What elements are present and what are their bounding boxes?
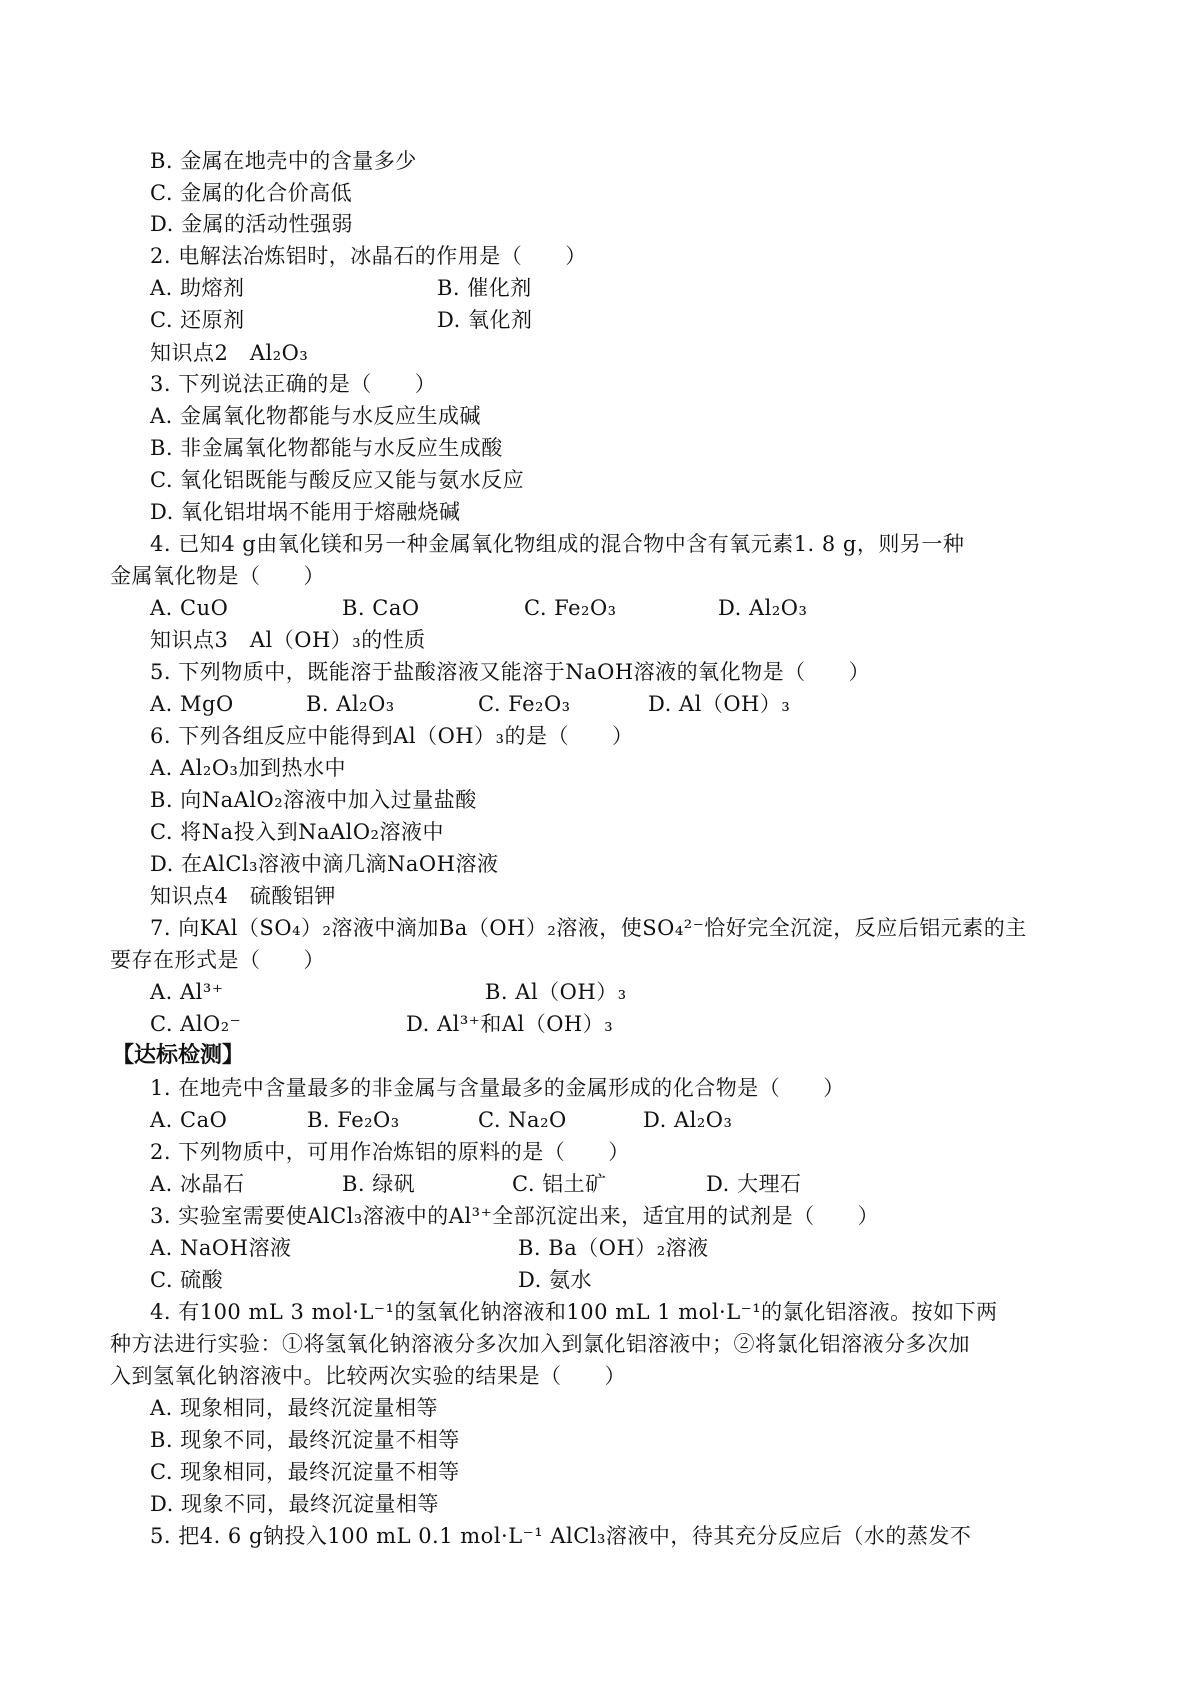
q4-option-b: B. CaO xyxy=(342,596,420,620)
test-question-4-line-2: 种方法进行实验：①将氢氧化钠溶液分多次加入到氯化铝溶液中；②将氯化铝溶液分多次加 xyxy=(110,1332,970,1356)
question-7-continued: 要存在形式是（ ） xyxy=(110,948,325,972)
section-heading: 【达标检测】 xyxy=(112,1043,245,1068)
test-question-3: 3. 实验室需要使AlCl₃溶液中的Al³⁺全部沉淀出来，适宜用的试剂是（ ） xyxy=(150,1204,880,1228)
t4-option-c: C. 现象相同，最终沉淀量不相等 xyxy=(150,1460,460,1484)
question-4: 4. 已知4 g由氧化镁和另一种金属氧化物组成的混合物中含有氧元素1. 8 g，则另一种 xyxy=(150,532,965,556)
q2-option-a: A. 助熔剂 xyxy=(150,276,245,300)
q2-option-c: C. 还原剂 xyxy=(150,308,245,332)
t3-option-a: A. NaOH溶液 xyxy=(150,1236,292,1260)
knowledge-point-3: 知识点3 Al（OH）₃的性质 xyxy=(150,628,426,652)
t1-option-b: B. Fe₂O₃ xyxy=(307,1108,400,1132)
q2-option-d: D. 氧化剂 xyxy=(437,308,533,332)
q6-option-b: B. 向NaAlO₂溶液中加入过量盐酸 xyxy=(150,788,477,812)
t2-option-a: A. 冰晶石 xyxy=(150,1172,245,1196)
q5-option-a: A. MgO xyxy=(150,692,234,716)
q7-option-d: D. Al³⁺和Al（OH）₃ xyxy=(406,1012,614,1036)
q7-option-b: B. Al（OH）₃ xyxy=(485,980,627,1004)
test-question-1: 1. 在地壳中含量最多的非金属与含量最多的金属形成的化合物是（ ） xyxy=(150,1076,845,1100)
q2-option-b: B. 催化剂 xyxy=(437,276,532,300)
test-question-2: 2. 下列物质中，可用作冶炼铝的原料的是（ ） xyxy=(150,1140,630,1164)
test-question-4: 4. 有100 mL 3 mol·L⁻¹的氢氧化钠溶液和100 mL 1 mol·L⁻¹的氯化铝溶液。按如下两 xyxy=(150,1300,998,1324)
q3-option-c: C. 氧化铝既能与酸反应又能与氨水反应 xyxy=(150,468,525,492)
t1-option-d: D. Al₂O₃ xyxy=(643,1108,733,1132)
q4-option-c: C. Fe₂O₃ xyxy=(524,596,617,620)
q6-option-c: C. 将Na投入到NaAlO₂溶液中 xyxy=(150,820,444,844)
test-question-5: 5. 把4. 6 g钠投入100 mL 0.1 mol·L⁻¹ AlCl₃溶液中，待其充分反应后（水的蒸发不 xyxy=(150,1524,972,1548)
q3-option-b: B. 非金属氧化物都能与水反应生成酸 xyxy=(150,436,503,460)
question-6: 6. 下列各组反应中能得到Al（OH）₃的是（ ） xyxy=(150,724,634,748)
question-2: 2. 电解法冶炼铝时，冰晶石的作用是（ ） xyxy=(150,244,587,268)
knowledge-point-4: 知识点4 硫酸铝钾 xyxy=(150,884,336,908)
t4-option-d: D. 现象不同，最终沉淀量相等 xyxy=(150,1492,439,1516)
t1-option-a: A. CaO xyxy=(150,1108,228,1132)
q1-option-d: D. 金属的活动性强弱 xyxy=(150,212,353,236)
question-5: 5. 下列物质中，既能溶于盐酸溶液又能溶于NaOH溶液的氧化物是（ ） xyxy=(150,660,871,684)
t3-option-b: B. Ba（OH）₂溶液 xyxy=(518,1236,709,1260)
q5-option-d: D. Al（OH）₃ xyxy=(648,692,791,716)
t2-option-d: D. 大理石 xyxy=(706,1172,802,1196)
t3-option-d: D. 氨水 xyxy=(518,1268,592,1292)
question-4-continued: 金属氧化物是（ ） xyxy=(110,564,325,588)
q4-option-a: A. CuO xyxy=(150,596,229,620)
question-7: 7. 向KAl（SO₄）₂溶液中滴加Ba（OH）₂溶液，使SO₄²⁻恰好完全沉淀，反应后铝元素的主 xyxy=(150,916,1027,940)
t4-option-a: A. 现象相同，最终沉淀量相等 xyxy=(150,1396,439,1420)
t4-option-b: B. 现象不同，最终沉淀量不相等 xyxy=(150,1428,460,1452)
q4-option-d: D. Al₂O₃ xyxy=(718,596,808,620)
q1-option-b: B. 金属在地壳中的含量多少 xyxy=(150,149,417,173)
q5-option-c: C. Fe₂O₃ xyxy=(478,692,571,716)
q3-option-a: A. 金属氧化物都能与水反应生成碱 xyxy=(150,404,482,428)
knowledge-point-2: 知识点2 Al₂O₃ xyxy=(150,341,309,365)
t1-option-c: C. Na₂O xyxy=(478,1108,567,1132)
q1-option-c: C. 金属的化合价高低 xyxy=(150,181,353,205)
q7-option-a: A. Al³⁺ xyxy=(150,980,224,1004)
q3-option-d: D. 氧化铝坩埚不能用于熔融烧碱 xyxy=(150,500,461,524)
q5-option-b: B. Al₂O₃ xyxy=(306,692,395,716)
q6-option-a: A. Al₂O₃加到热水中 xyxy=(150,756,346,780)
t2-option-b: B. 绿矾 xyxy=(342,1172,416,1196)
q7-option-c: C. AlO₂⁻ xyxy=(150,1012,242,1036)
t3-option-c: C. 硫酸 xyxy=(150,1268,224,1292)
question-3: 3. 下列说法正确的是（ ） xyxy=(150,372,437,396)
test-question-4-line-3: 入到氢氧化钠溶液中。比较两次实验的结果是（ ） xyxy=(110,1364,626,1388)
q6-option-d: D. 在AlCl₃溶液中滴几滴NaOH溶液 xyxy=(150,852,499,876)
t2-option-c: C. 铝土矿 xyxy=(512,1172,607,1196)
